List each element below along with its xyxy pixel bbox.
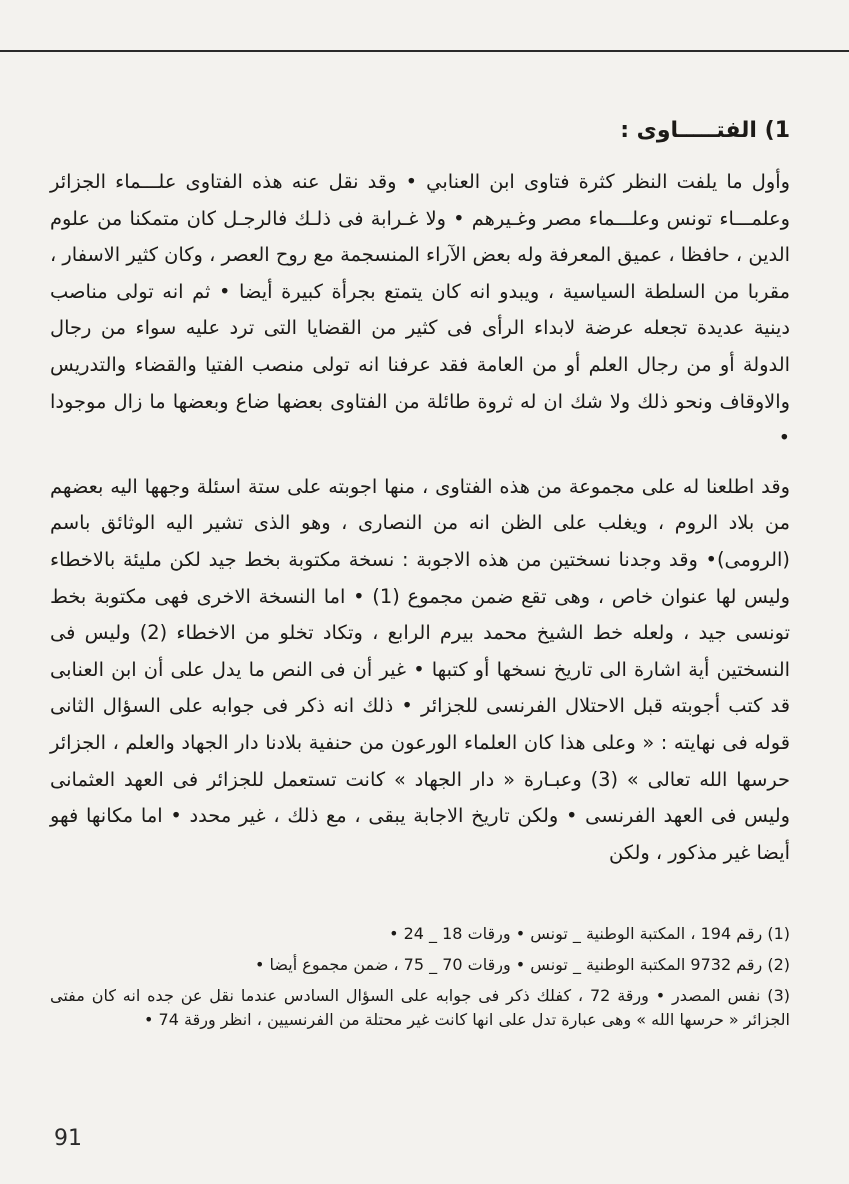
paragraph: وقد اطلعنا له على مجموعة من هذه الفتاوى ، منها اجوبته على ستة اسئلة وجهها اليه بعضهم من بلاد الروم ، ويغلب على الظن انه من النصارى ، وهو الذى تشير اليه الوثائق باسم (الرومى)• وقد وجدنا نسختين من هذه الاجوبة : نسخة مكتوبة بخط جيد لكن مليئة بالاخطاء وليس لها عنوان خاص ، وهى تقع ضمن مجموع (1) • اما النسخة الاخرى فهى مكتوبة بخط تونسى جيد ، ولعله خط الشيخ محمد بيرم الرابع ، وتكاد تخلو من الاخطاء (2) وليس فى النسختين أية اشارة الى تاريخ نسخها أو كتبها • غير أن فى النص ما يدل على أن ابن العنابى قد كتب أجوبته قبل الاحتلال الفرنسى للجزائر • ذلك انه ذكر فى جوابه على السؤال الثانى قوله فى نهايته : « وعلى هذا كان العلماء الورعون من حنفية بلادنا دار الجهاد والعلم ، الجزائر حرسها الله تعالى » (3) وعبـارة « دار الجهاد » كانت تستعمل للجزائر فى العهد العثمانى وليس فى العهد الفرنسى • ولكن تاريخ الاجابة يبقى ، مع ذلك ، غير محدد • اما مكانها فهو أيضا غير مذكور ، ولكن xyxy=(50,474,791,864)
paragraph: وأول ما يلفت النظر كثرة فتاوى ابن العنابي • وقد نقل عنه هذه الفتاوى علـــماء الجزائر وعلمـــاء تونس وعلـــماء مصر وغـيرهم • ولا غـرابة فى ذلـك فالرجـل كان متمكنا من علوم الدين ، حافظا ، عميق المعرفة وله بعض الآراء المنسجمة مع روح العصر ، وكان كثير الاسفار ، مقربا من السلطة السياسية ، ويبدو انه كان يتمتع بجرأة كبيرة أيضا • ثم انه تولى مناصب دينية عديدة تجعله عرضة لابداء الرأى فى كثير من القضايا التى ترد عليه سواء من رجال الدولة أو من رجال العلم أو من العامة فقد عرفنا انه تولى منصب الفتيا والقضاء والتدريس والاوقاف ونحو ذلك ولا شك ان له ثروة طائلة من الفتاوى بعضها ضاع وبعضها ما زال موجودا • xyxy=(50,170,790,450)
top-rule xyxy=(0,50,849,52)
section-heading: 1) الفتـــــاوى : xyxy=(620,118,790,143)
footnotes xyxy=(50,922,790,1032)
footnote-1: (1) رقم 194 ، المكتبة الوطنية _ تونس • ورقات 18 _ 24 • xyxy=(389,924,790,943)
footnote-3: (3) نفس المصدر • ورقة 72 ، كفلك ذكر فى جوابه على السؤال السادس عندما نقل عن جده انه كان مفتى الجزائر « حرسها الله » وهى عبارة تدل على انها كانت غير محتلة من الفرنسيين ، انظر ورقة 74 • xyxy=(50,986,790,1029)
footnote-2: (2) رقم 9732 المكتبة الوطنية _ تونس • ورقات 70 _ 75 ، ضمن مجموع أيضا • xyxy=(255,955,790,974)
page-number: 91 xyxy=(54,1126,82,1151)
body-text xyxy=(50,164,790,871)
